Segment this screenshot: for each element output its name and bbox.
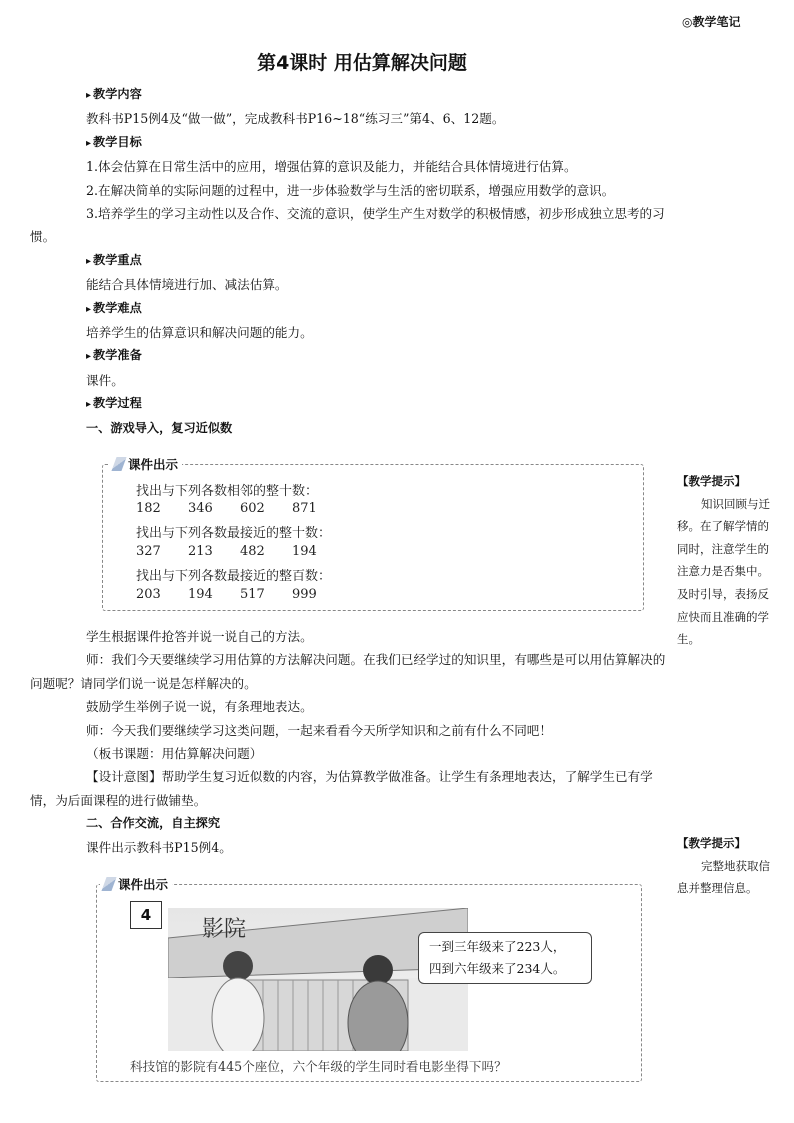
body-paragraph: 师：我们今天要继续学习用估算的方法解决问题。在我们已经学过的知识里，有哪些是可以用估算解决的问题呢？请同学们说一说是怎样解决的。 bbox=[30, 652, 666, 691]
content-text: 教科书P15例4及“做一做”，完成教科书P16~18“练习三”第4、6、12题。 bbox=[86, 111, 505, 127]
bubble-line: 四到六年级来了234人。 bbox=[429, 961, 566, 976]
courseware-content-1 bbox=[136, 480, 626, 604]
number: 182 bbox=[136, 501, 161, 516]
part-one-heading: 一、游戏导入，复习近似数 bbox=[86, 420, 233, 435]
heading-process: ▸ 教学过程 bbox=[30, 392, 670, 416]
prep-text: 课件。 bbox=[86, 372, 124, 388]
body-paragraph: 课件出示教科书P15例4。 bbox=[86, 839, 232, 855]
heading-content: ▸ 教学内容 bbox=[30, 83, 670, 107]
example-number: 4 bbox=[130, 901, 162, 929]
number: 346 bbox=[188, 501, 213, 516]
number: 203 bbox=[136, 587, 161, 602]
body-paragraph: 学生根据课件抢答并说一说自己的方法。 bbox=[86, 629, 313, 644]
speech-bubble bbox=[418, 932, 592, 984]
goal-2: 2.在解决简单的实际问题的过程中，进一步体验数学与生活的密切联系，增强应用数学的意识。 bbox=[86, 182, 615, 198]
teaching-tip-2 bbox=[677, 832, 777, 900]
body-paragraph: 鼓励学生举例子说一说，有条理地表达。 bbox=[86, 699, 313, 715]
body-paragraph: （板书课题：用估算解决问题） bbox=[86, 746, 263, 762]
heading-key: ▸ 教学重点 bbox=[30, 249, 670, 273]
goal-1: 1.体会估算在日常生活中的应用，增强估算的意识及能力，并能结合具体情境进行估算。 bbox=[86, 159, 577, 175]
courseware-tag-2: 课件出示 bbox=[100, 875, 172, 893]
number: 194 bbox=[188, 587, 213, 602]
number: 327 bbox=[136, 544, 161, 559]
number: 194 bbox=[292, 544, 317, 559]
heading-prep: ▸ 教学准备 bbox=[30, 344, 670, 368]
teaching-notes-label: ◎教学笔记 bbox=[682, 15, 741, 29]
numbers-1 bbox=[136, 501, 344, 516]
part-two-heading: 二、合作交流，自主探究 bbox=[86, 816, 221, 831]
heading-goals: ▸ 教学目标 bbox=[30, 131, 670, 155]
lesson-body bbox=[30, 625, 670, 859]
question-1: 找出与下列各数相邻的整十数： bbox=[136, 484, 319, 499]
courseware-tag-1: 课件出示 bbox=[110, 455, 182, 473]
number: 999 bbox=[292, 587, 317, 602]
main-content bbox=[30, 83, 670, 440]
tip-text: 知识回顾与迁移。在了解学情的同时，注意学生的注意力是否集中。及时引导，表扬反应快而且准确的学生。 bbox=[677, 496, 770, 647]
example-question: 科技馆的影院有445个座位，六个年级的学生同时看电影坐得下吗？ bbox=[130, 1059, 507, 1074]
number: 871 bbox=[292, 501, 317, 516]
cinema-sign: 影院 bbox=[202, 917, 247, 942]
design-intent: 【设计意图】帮助学生复习近似数的内容，为估算教学做准备。让学生有条理地表达，了解学生已有学情，为后面课程的进行做铺垫。 bbox=[30, 769, 653, 808]
number: 602 bbox=[240, 501, 265, 516]
question-3: 找出与下列各数最接近的整百数： bbox=[136, 569, 332, 584]
teaching-tip-1 bbox=[677, 470, 777, 651]
number: 482 bbox=[240, 544, 265, 559]
key-text: 能结合具体情境进行加、减法估算。 bbox=[86, 277, 288, 293]
number: 213 bbox=[188, 544, 213, 559]
question-2: 找出与下列各数最接近的整十数： bbox=[136, 526, 332, 541]
bubble-line: 一到三年级来了223人， bbox=[429, 939, 566, 954]
page-title: 第4课时 用估算解决问题 bbox=[257, 52, 467, 74]
body-paragraph: 师：今天我们要继续学习这类问题，一起来看看今天所学知识和之前有什么不同吧！ bbox=[86, 722, 552, 738]
tip-text: 完整地获取信息并整理信息。 bbox=[677, 858, 770, 896]
numbers-3 bbox=[136, 587, 344, 602]
tip-title: 【教学提示】 bbox=[677, 474, 746, 488]
number: 517 bbox=[240, 587, 265, 602]
numbers-2 bbox=[136, 544, 344, 559]
goal-3: 3.培养学生的学习主动性以及合作、交流的意识，使学生产生对数学的积极情感，初步形成独立思考的习惯。 bbox=[30, 206, 665, 245]
difficulty-text: 培养学生的估算意识和解决问题的能力。 bbox=[86, 325, 313, 341]
heading-difficulty: ▸ 教学难点 bbox=[30, 297, 670, 321]
tip-title: 【教学提示】 bbox=[677, 836, 746, 850]
